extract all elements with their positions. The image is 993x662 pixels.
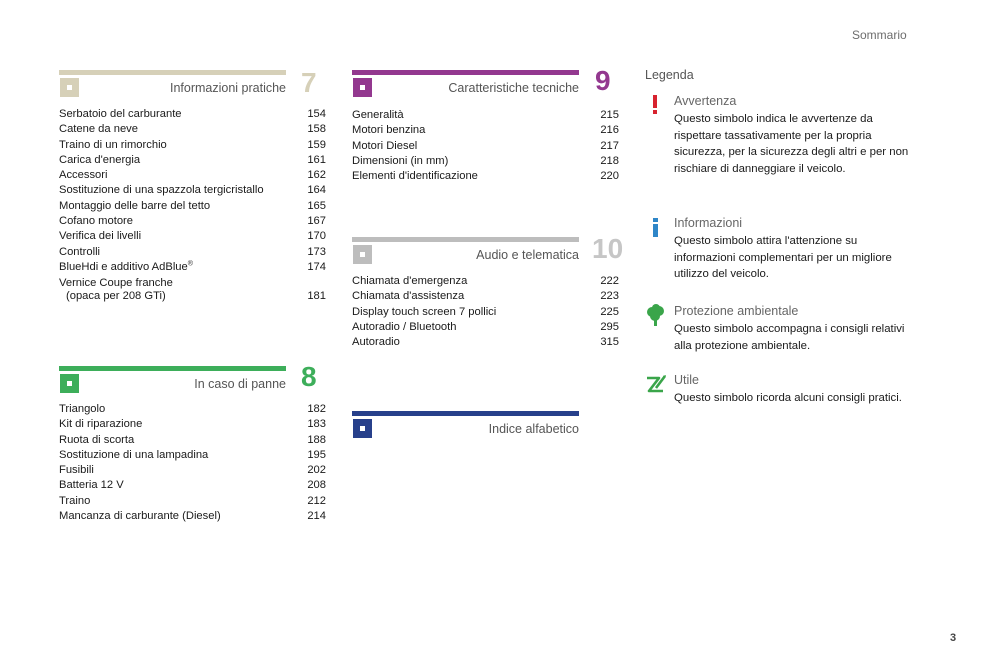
toc-entry[interactable]: [59, 168, 326, 183]
toc-entry-page: 161: [307, 153, 326, 166]
legend-item-description: Questo simbolo indica le avvertenze da rispettare tassativamente per la propria sicurezza, per la sicurezza degli altri e per non rischiare di danneggiare il veicolo.: [674, 113, 909, 175]
square-bullet-icon: [60, 78, 79, 97]
section-indice-alfabetico: [352, 411, 620, 451]
page-header-title: Sommario: [852, 28, 907, 42]
registered-mark: ®: [187, 260, 193, 268]
section-title: Indice alfabetico: [488, 422, 579, 436]
toc-entry[interactable]: [59, 138, 326, 153]
toc-list-caratteristiche-tecniche: [352, 108, 619, 184]
toc-entry[interactable]: [352, 305, 619, 320]
toc-entry-page: 165: [307, 199, 326, 212]
toc-entry-label: Dimensioni (in mm): [352, 154, 449, 167]
toc-list-in-caso-di-panne: [59, 402, 326, 524]
toc-entry-label: Autoradio / Bluetooth: [352, 320, 457, 333]
toc-entry[interactable]: [59, 229, 326, 244]
toc-entry[interactable]: [352, 289, 619, 304]
toc-entry[interactable]: [59, 433, 326, 448]
toc-entry-page: 295: [600, 320, 619, 333]
toc-entry-label: Vernice Coupe franche: [59, 277, 173, 290]
toc-entry[interactable]: [59, 463, 326, 478]
toc-entry-page: 315: [600, 336, 619, 349]
toc-entry-label: Motori Diesel: [352, 139, 418, 152]
toc-entry-label: Generalità: [352, 109, 404, 121]
toc-entry[interactable]: [59, 245, 326, 260]
toc-entry[interactable]: [59, 417, 326, 432]
square-bullet-icon: [353, 419, 372, 438]
toc-entry-label: Sostituzione di una lampadina: [59, 448, 209, 461]
section-color-bar: [352, 70, 579, 75]
toc-entry[interactable]: [352, 139, 619, 154]
toc-entry-page: 188: [307, 433, 326, 446]
toc-entry[interactable]: [352, 108, 619, 123]
toc-entry-page: 195: [307, 448, 326, 461]
toc-list-audio-e-telematica: [352, 274, 619, 350]
toc-entry[interactable]: [59, 494, 326, 509]
square-bullet-icon: [353, 245, 372, 264]
tree-icon: [645, 304, 667, 326]
toc-entry-page: 164: [307, 184, 326, 197]
toc-entry[interactable]: [59, 478, 326, 493]
legend-item-utile: [645, 373, 925, 428]
toc-entry[interactable]: [59, 448, 326, 463]
toc-entry-page: 182: [307, 403, 326, 415]
toc-entry-page: 167: [307, 215, 326, 228]
toc-entry-page: 162: [307, 169, 326, 182]
toc-entry-page: 170: [307, 230, 326, 243]
toc-entry-label: Display touch screen 7 pollici: [352, 305, 497, 318]
toc-entry-label: Elementi d'identificazione: [352, 170, 478, 183]
legend-item-protezione-ambientale: [645, 304, 925, 359]
toc-entry[interactable]: [352, 335, 619, 350]
toc-entry-label: Motori benzina: [352, 124, 426, 137]
toc-entry[interactable]: [59, 107, 326, 122]
section-title: Informazioni pratiche: [169, 81, 286, 95]
toc-entry-label-continued: (opaca per 208 GTi): [66, 289, 166, 302]
toc-entry-label: Ruota di scorta: [59, 433, 135, 446]
section-caratteristiche-tecniche: [352, 65, 620, 110]
toc-entry-page: 173: [307, 245, 326, 258]
toc-entry-page: 158: [307, 123, 326, 136]
toc-entry-label: Traino di un rimorchio: [59, 138, 167, 151]
toc-entry-page: 214: [307, 510, 326, 523]
toc-entry-label: Chiamata d'emergenza: [352, 275, 468, 287]
exclamation-icon: [645, 94, 667, 116]
toc-entry-page: 181: [307, 289, 326, 302]
toc-entry-page: 225: [600, 305, 619, 318]
toc-entry[interactable]: [352, 154, 619, 169]
toc-entry-page: 218: [600, 154, 619, 167]
toc-entry-label: Autoradio: [352, 336, 400, 349]
toc-entry-label: Montaggio delle barre del tetto: [59, 199, 211, 212]
toc-entry-page: 159: [307, 138, 326, 151]
toc-entry-page: 154: [307, 108, 326, 120]
toc-entry-label: Carica d'energia: [59, 153, 141, 166]
toc-entry-label: Sostituzione di una spazzola tergicristallo: [59, 184, 264, 197]
square-bullet-icon: [60, 374, 79, 393]
toc-entry[interactable]: [352, 274, 619, 289]
toc-entry-label: Traino: [59, 494, 91, 507]
info-icon: [645, 216, 667, 238]
toc-entry-label: Kit di riparazione: [59, 418, 143, 431]
section-informazioni-pratiche: [59, 67, 327, 110]
toc-entry-label: Verifica dei livelli: [59, 230, 142, 243]
toc-entry-label: Catene da neve: [59, 123, 138, 136]
toc-entry[interactable]: [59, 214, 326, 229]
toc-entry-page: 215: [600, 109, 619, 121]
toc-entry-label: Batteria 12 V: [59, 479, 124, 492]
section-color-bar: [59, 70, 286, 75]
section-color-bar: [352, 237, 579, 242]
toc-entry[interactable]: [352, 123, 619, 138]
toc-entry-page: 183: [307, 418, 326, 431]
toc-entry[interactable]: [352, 320, 619, 335]
toc-entry-page: 174: [307, 260, 326, 273]
toc-entry-label: Fusibili: [59, 464, 94, 477]
toc-entry-page: 212: [307, 494, 326, 507]
toc-entry-page: 208: [307, 479, 326, 492]
legend-item-informazioni: [645, 216, 925, 286]
legend-item-description: Questo simbolo attira l'attenzione su informazioni complementari per un migliore utilizzo del veicolo.: [674, 235, 892, 281]
section-number: 10: [592, 233, 624, 264]
square-bullet-icon: [353, 78, 372, 97]
toc-entry[interactable]: [352, 169, 619, 184]
toc-entry-label: Cofano motore: [59, 215, 134, 228]
page-number: 3: [950, 632, 957, 644]
section-color-bar: [59, 366, 286, 371]
toc-entry-label: Chiamata d'assistenza: [352, 290, 465, 303]
section-number: 8: [301, 361, 317, 392]
section-title: Audio e telematica: [476, 248, 579, 262]
toc-entry-label: Triangolo: [59, 403, 106, 415]
toc-entry-page: 220: [600, 170, 619, 183]
toc-entry-label: Accessori: [59, 169, 108, 182]
legend-item-name: Informazioni: [674, 216, 743, 230]
toc-list-informazioni-pratiche: [59, 107, 326, 302]
toc-entry-label: Controlli: [59, 245, 101, 258]
toc-entry[interactable]: [59, 509, 326, 524]
section-number: 7: [301, 67, 317, 98]
toc-entry-page: 223: [600, 290, 619, 303]
toc-entry-page: 202: [307, 464, 326, 477]
legend-title: Legenda: [645, 68, 694, 82]
section-title: Caratteristiche tecniche: [448, 81, 579, 95]
toc-entry-page: 217: [600, 139, 619, 152]
toc-entry-page: 216: [600, 124, 619, 137]
section-number: 9: [595, 65, 611, 96]
section-audio-e-telematica: [352, 233, 624, 277]
legend-item-name: Avvertenza: [674, 94, 737, 108]
section-title: In caso di panne: [194, 377, 286, 391]
toc-entry[interactable]: [59, 402, 326, 417]
toc-entry-label: BlueHdi e additivo AdBlue: [59, 260, 188, 273]
legend-item-avvertenza: [645, 94, 925, 184]
toc-entry[interactable]: [59, 260, 326, 275]
tip-icon: [645, 373, 667, 395]
section-color-bar: [352, 411, 579, 416]
toc-entry-page: 222: [600, 275, 619, 287]
toc-entry-label: Serbatoio del carburante: [59, 108, 182, 120]
toc-entry[interactable]: [59, 153, 326, 168]
toc-entry[interactable]: [59, 199, 326, 214]
toc-entry[interactable]: [59, 183, 326, 198]
section-in-caso-di-panne: [59, 361, 327, 406]
legend-item-name: Protezione ambientale: [674, 304, 799, 318]
toc-entry-label: Mancanza di carburante (Diesel): [59, 510, 221, 523]
legend-item-name: Utile: [674, 373, 700, 387]
legend-item-description: Questo simbolo ricorda alcuni consigli pratici.: [674, 392, 902, 404]
toc-entry[interactable]: [59, 275, 326, 302]
toc-entry[interactable]: [59, 122, 326, 137]
legend-item-description: Questo simbolo accompagna i consigli relativi alla protezione ambientale.: [674, 323, 905, 352]
